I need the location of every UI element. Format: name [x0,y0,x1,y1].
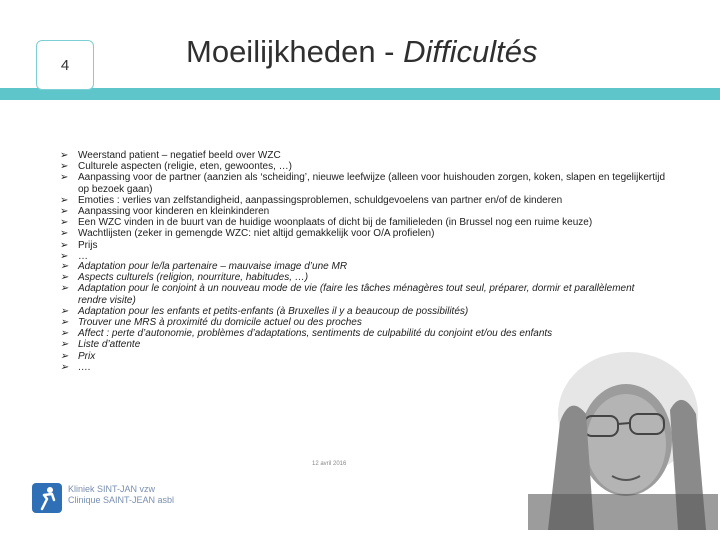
arrowhead-bullet-icon: ➢ [60,272,69,284]
list-item-text: … [78,250,88,262]
list-item [60,172,670,194]
list-item [60,272,640,283]
arrowhead-bullet-icon: ➢ [60,328,69,340]
list-item [60,195,670,206]
list-item [60,206,670,217]
list-item-text: Adaptation pour le conjoint à un nouveau mode de vie (faire les tâches ménagères tout seul, préparer, dormir et parallèlement rendre visite) [78,283,635,306]
title-dutch: Moeilijkheden - [186,34,404,69]
list-item [60,283,640,305]
hospital-name-dutch: Kliniek SINT-JAN vzw [68,484,156,494]
running-figure-logo-icon [32,483,62,513]
hospital-name [68,484,174,506]
slide-number: 4 [60,56,70,74]
title-french: Difficultés [403,34,538,69]
dutch-bullet-list [60,150,670,262]
list-item [60,328,640,339]
arrowhead-bullet-icon: ➢ [60,194,69,206]
arrowhead-bullet-icon: ➢ [60,228,69,240]
list-item-text: Prix [78,350,96,362]
list-item-text: Trouver une MRS à proximité du domicile actuel ou des proches [78,317,362,329]
list-item [60,240,670,251]
list-item [60,306,640,317]
list-item-text: Een WZC vinden in de buurt van de huidige woonplaats of dicht bij de familieleden (in Brussel nog een ruime keuze) [78,217,593,229]
list-item [60,317,640,328]
list-item-text: …. [78,361,91,373]
list-item-text: Adaptation pour le/la partenaire – mauvaise image d’une MR [78,261,348,272]
hospital-name-french: Clinique SAINT-JEAN asbl [68,495,175,505]
list-item [60,261,640,272]
arrowhead-bullet-icon: ➢ [60,150,69,161]
arrowhead-bullet-icon: ➢ [60,317,69,329]
arrowhead-bullet-icon: ➢ [60,217,69,229]
list-item-text: Liste d’attente [78,339,141,351]
list-item-text: Emoties : verlies van zelfstandigheid, aanpassingsproblemen, schuldgevoelens van partner en/of de kinderen [78,194,563,206]
arrowhead-bullet-icon: ➢ [60,283,69,295]
list-item-text: Wachtlijsten (zeker in gemengde WZC: niet altijd gemakkelijk voor O/A profielen) [78,228,435,240]
list-item-text: Aanpassing voor de partner (aanzien als ‘scheiding’, nieuwe leefwijze (alleen voor huishouden zorgen, koken, slapen en tegelijkertijd op bezoek gaan) [78,172,666,195]
arrowhead-bullet-icon: ➢ [60,305,69,317]
list-item-text: Aanpassing voor kinderen en kleinkinderen [78,206,270,218]
arrowhead-bullet-icon: ➢ [60,239,69,251]
list-item-text: Weerstand patient – negatief beeld over WZC [78,150,281,161]
list-item-text: Aspects culturels (religion, nourriture, habitudes, …) [78,272,309,284]
elderly-woman-photo [528,344,718,530]
arrowhead-bullet-icon: ➢ [60,261,69,272]
arrowhead-bullet-icon: ➢ [60,339,69,351]
list-item [60,217,670,228]
arrowhead-bullet-icon: ➢ [60,250,69,262]
list-item [60,161,670,172]
slide-number-box [36,40,94,90]
list-item-text: Affect : perte d’autonomie, problèmes d’adaptations, sentiments de culpabilité du conjoint et/ou des enfants [78,328,553,340]
list-item-text: Culturele aspecten (religie, eten, gewoontes, …) [78,161,293,173]
list-item-text: Prijs [78,239,98,251]
arrowhead-bullet-icon: ➢ [60,206,69,218]
arrowhead-bullet-icon: ➢ [60,350,69,362]
list-item [60,228,670,239]
arrowhead-bullet-icon: ➢ [60,361,69,373]
list-item-text: Adaptation pour les enfants et petits-enfants (à Bruxelles il y a beaucoup de possibilités) [78,305,469,317]
slide-title [186,34,537,70]
arrowhead-bullet-icon: ➢ [60,172,69,184]
list-item [60,150,670,161]
arrowhead-bullet-icon: ➢ [60,161,69,173]
footer-date: 12 avril 2016 [312,461,347,467]
